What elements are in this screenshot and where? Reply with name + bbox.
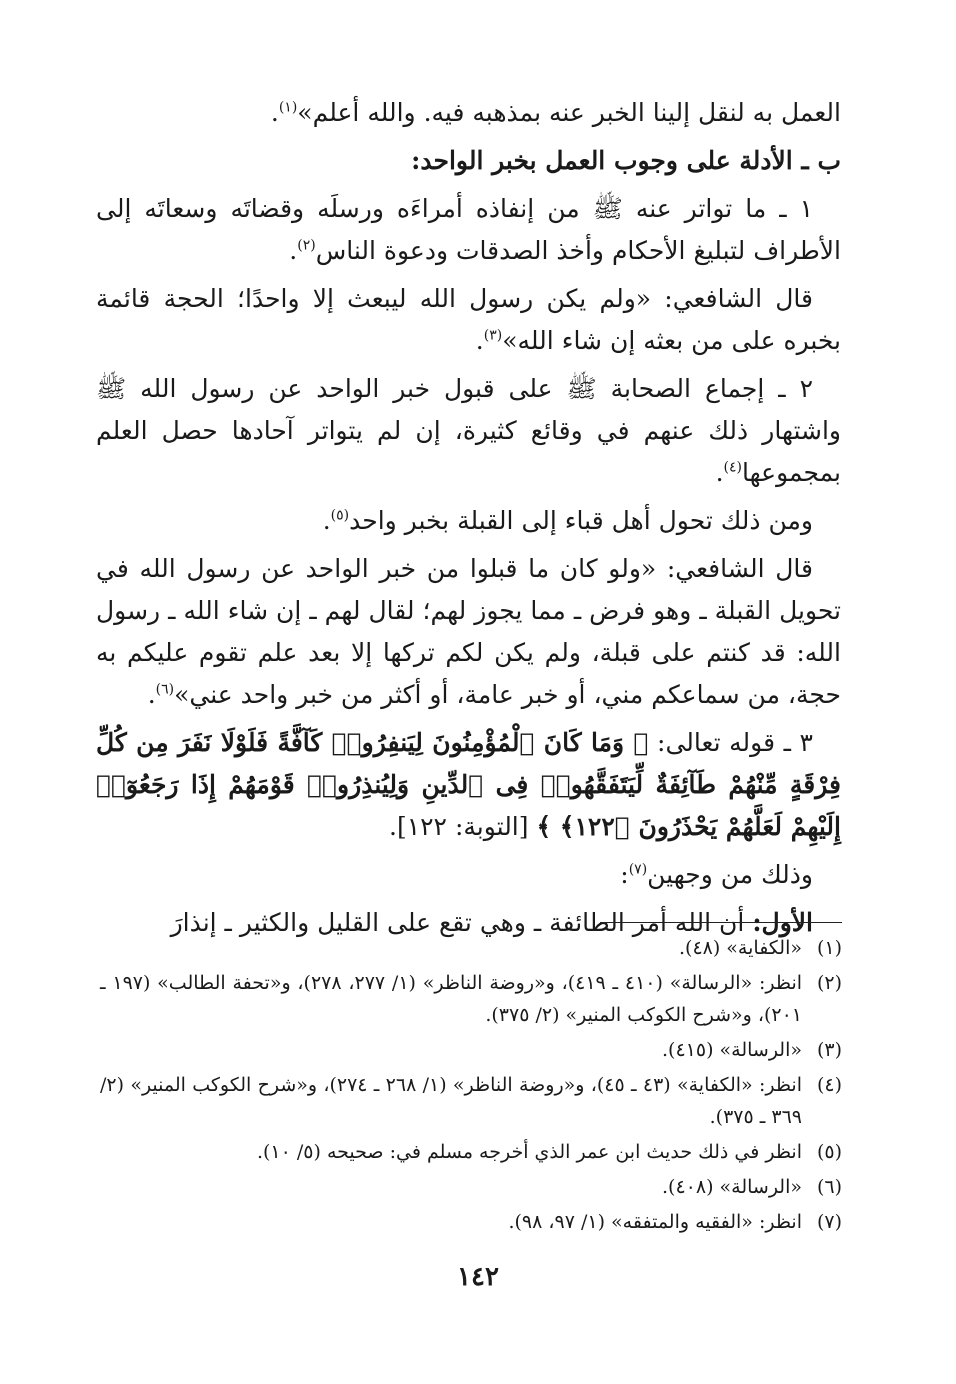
footnote-ref: (٧) [628,861,648,878]
verse-citation: [التوبة: ١٢٢]. [389,812,537,841]
paragraph-6 [96,722,841,848]
footnote-divider [600,922,842,923]
footnote-item [100,1206,842,1238]
paragraph-text: ٣ ـ قوله تعالى: [648,728,813,757]
footnote-text: انظر: «الفقيه والمتفقه» (١/ ٩٧، ٩٨). [508,1211,802,1233]
paragraph-text: ١ ـ ما تواتر عنه ﷺ من إنفاذه أمراءَه ورسلَه وقضاتَه وسعاتَه إلى الأطراف لتبليغ الأحكام وأخذ الصدقات ودعوة الناس [96,194,841,265]
footnote-ref: (٥) [330,507,350,524]
footnote-ref: (٤) [723,459,743,476]
footnote-number: (٣) [816,1039,842,1061]
paragraph-2 [96,278,841,362]
paragraph-5 [96,548,841,716]
paragraph-text: ومن ذلك تحول أهل قباء إلى القبلة بخبر واحد [349,506,813,535]
footnote-text: «الرسالة» (٤١٥). [661,1039,802,1061]
paragraph-1 [96,188,841,272]
footnote-number: (٢) [816,972,842,994]
punctuation: : [620,860,629,889]
paragraph-text: العمل به لنقل إلينا الخبر عنه بمذهبه فيه. والله أعلم» [297,98,841,127]
paragraph-text: ٢ ـ إجماع الصحابة ﷺ على قبول خبر الواحد عن رسول الله ﷺ واشتهار ذلك عنهم في وقائع كثيرة، إن لم يتواتر آحادها حصل العلم بمجموعها [96,374,841,487]
main-text [96,92,841,950]
footnote-item [100,1069,842,1133]
paragraph-7 [96,854,841,896]
punctuation: . [289,236,298,265]
footnote-text: انظر: «الرسالة» (٤١٠ ـ ٤١٩)، و«روضة الناظر» (١/ ٢٧٧، ٢٧٨)، و«تحفة الطالب» (١٩٧ ـ ٢٠١)، و«شرح الكوكب المنير» (٢/ ٣٧٥). [100,972,803,1026]
footnote-text: «الرسالة» (٤٠٨). [661,1176,802,1198]
footnote-text: «الكفاية» (٤٨). [678,937,802,959]
footnote-number: (٧) [816,1211,842,1233]
footnote-ref: (٦) [155,681,175,698]
footnote-text: انظر: «الكفاية» (٤٣ ـ ٤٥)، و«روضة الناظر» (١/ ٢٦٨ ـ ٢٧٤)، و«شرح الكوكب المنير» (٢/ ٣٦٩ ـ ٣٧٥). [100,1074,802,1128]
paragraph-text: قال الشافعي: «ولم يكن رسول الله ليبعث إلا واحدًا؛ الحجة قائمة بخبره على من بعثه إن شاء الله» [96,284,841,355]
footnote-item [100,1034,842,1066]
footnote-ref: (٢) [297,237,316,254]
punctuation: . [147,680,156,709]
quran-verse: ﴿ وَمَا كَانَ ٱلْمُؤْمِنُونَ لِيَنفِرُوا۟ كَآفَّةً فَلَوْلَا نَفَرَ مِن كُلِّ فِرْقَةٍ مِّنْهُمْ طَآئِفَةٌ لِّيَتَفَقَّهُوا۟ فِى ٱلدِّينِ وَلِيُنذِرُوا۟ قَوْمَهُمْ إِذَا رَجَعُوٓا۟ إِلَيْهِمْ لَعَلَّهُمْ يَحْذَرُونَ ﴿١٢٢﴾ ﴾ [96,728,841,841]
footnote-item [100,932,842,964]
paragraph-text: أن الله أمر الطائفة ـ وهي تقع على القليل والكثير ـ إنذارَ [170,908,753,937]
paragraph-3 [96,368,841,494]
paragraph-text: قال الشافعي: «ولو كان ما قبلوا من خبر الواحد عن رسول الله في تحويل القبلة ـ وهو فرض ـ مما يجوز لهم؛ لقال لهم ـ إن شاء الله ـ رسول الله: قد كنتم على قبلة، ولم يكن لكم تركها إلا بعد علم تقوم عليكم به حجة، من سماعكم مني، أو خبر عامة، أو أكثر من خبر واحد عني» [96,554,841,709]
paragraph-text: وذلك من وجهين [647,860,813,889]
punctuation: . [270,98,279,127]
footnote-ref: (١) [278,99,298,116]
footnote-item [100,1136,842,1168]
footnote-number: (٤) [816,1074,842,1096]
footnote-number: (٥) [816,1141,842,1163]
paragraph-4 [96,500,841,542]
footnote-ref: (٣) [483,327,503,344]
section-heading: ب ـ الأدلة على وجوب العمل بخبر الواحد: [411,146,841,175]
punctuation: . [715,458,724,487]
footnote-number: (١) [816,937,842,959]
footnote-number: (٦) [816,1176,842,1198]
page-number: ١٤٢ [457,1262,499,1292]
footnote-item [100,967,842,1031]
point-label: الأول: [752,908,813,937]
paragraph-0 [96,92,841,134]
footnote-text: انظر في ذلك حديث ابن عمر الذي أخرجه مسلم في: صحيحه (٥/ ١٠). [256,1141,802,1163]
footnotes [100,932,842,1241]
punctuation: . [475,326,484,355]
footnote-item [100,1171,842,1203]
punctuation: . [322,506,331,535]
